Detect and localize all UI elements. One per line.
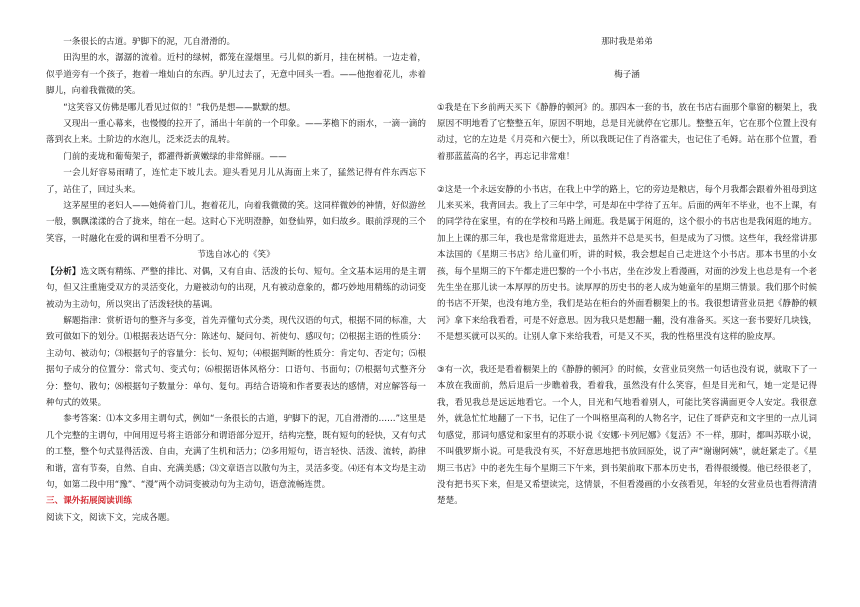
analysis-text: 选文既有精练、严整的排比、对偶，又有自由、活泼的长句、短句。全文基本运用的是主谓句，但又注重施受双方的灵活变化，力避被动句的出现，凡有被动意象的，都巧妙地用精练的动词变被动为主动句，所以突出了活泼轻快的基调。 — [46, 266, 426, 310]
article-paragraph: ③有一次，我还是看着橱架上的《静静的顿河》的时候，女营业员突然一句话也没有说，就取下了一本放在我面前，然后退后一步瞧着我，看着我，虽然没有什么笑容，但是目光和气，她一定是记得我，看见我总是远远地看它。一个人，目光和气地看着别人，可能比笑容满面更令人安定。我很意外，就急忙忙地翻了一下书，记住了一个叫格里高利的人物名字，记住了哥萨克和文字里的一点儿词句感觉，那词句感觉和家里有的苏联小说《安娜·卡列尼娜》《复活》不一样，那时，都叫苏联小说，不叫俄罗斯小说。可是我没有买，不好意思地把书放回原处，说了声“谢谢阿姨”，就赶紧走了。《星期三书店》中的老先生每个星期三下午来，到书架前取下那本历史书，看得很缓慢。他已经很老了，没有把书买下来，但是又希望读完，这情景，不但看漫画的小女孩看见，年轻的女营业员也看得清清楚楚。 — [437, 365, 817, 507]
passage-paragraph: 一条很长的古道。驴脚下的泥，兀自滑滑的。 — [63, 37, 236, 47]
left-column — [46, 34, 426, 526]
passage-paragraph: 又现出一重心幕来，也慢慢的拉开了，涌出十年前的一个印象。——茅檐下的雨水，一滴一滴的落到衣上来。土阶边的水泡儿，泛来泛去的乱转。 — [46, 119, 426, 146]
analysis-paragraph — [46, 264, 426, 313]
passage-source: 节选自冰心的《笑》 — [197, 250, 275, 261]
instruction-text: 阅读下文，阅读下文，完成各题。 — [46, 512, 175, 523]
article-title: 那时我是弟弟 — [601, 37, 653, 47]
passage-paragraph: “这笑容又仿佛是哪儿看见过似的！”我仍是想——默默的想。 — [63, 102, 296, 113]
section-heading: 三、课外拓展阅读训练 — [46, 496, 132, 507]
guide-paragraph: 解题指津：赏析语句的整齐与多变，首先弄懂句式分类，现代汉语的句式，根据不同的标准，大致可做如下的划分。⑴根据表达语气分：陈述句、疑问句、祈使句、感叹句；⑵根据主语的性质分：主动句、被动句；⑶根据句子的容量分：长句、短句；⑷根据判断的性质分：肯定句、否定句；⑸根据句子成分的位置分：常式句、变式句；⑹根据语体风格分：口语句、书面句；⑺根据句式整齐分分：整句、散句；⑻根据句子数量分：单句、复句。再结合语境和作者要表达的感情，对应解答每一种句式的效果。 — [46, 315, 426, 408]
passage-paragraph: 一会儿好容易雨晴了，连忙走下坡儿去。迎头看见月儿从海面上来了，猛然记得有件东西忘下了，站住了，回过头来。 — [46, 168, 426, 195]
analysis-tag: 【分析】 — [46, 266, 81, 277]
article-author: 梅子涵 — [614, 69, 640, 80]
passage-paragraph: 这茅屋里的老妇人——她倚着门儿，抱着花儿，向着我微微的笑。这同样微妙的神情，好似游丝一般，飘飘漾漾的合了拢来，绾在一起。这时心下光明澄静，如登仙界，如归故乡。眼前浮现的三个笑容，一时融化在爱的调和里看不分明了。 — [46, 201, 426, 244]
passage-paragraph: 门前的麦垅和葡萄架子，都濯得新黄嫩绿的非常鲜丽。—— — [63, 151, 287, 162]
answer-paragraph: 参考答案：⑴本文多用主谓句式，例如“一条很长的古道，驴脚下的泥，兀自滑滑的……”这里是几个完整的主谓句，中间用逗号将主语部分和谓语部分逗开，结构完整，既有短句的轻快，又有句式的工整，整个句式显得活泼、自由，充满了生机和活力；⑵多用短句，语言轻快、活泼、流转，韵律和谐，富有节奏，自然、自由、充满美感；⑶文章语言以散句为主，灵活多变。⑷还有本文均是主动句，如第二段中用“豫”、“漫”两个动词变被动句为主动句，语意流畅连贯。 — [46, 414, 426, 490]
article-paragraph: ②这是一个永远安静的小书店，在我上中学的路上，它的旁边是粮店，每个月我都会跟着外祖母到这儿来买米，我背回去。我上了三年中学，可是却在中学待了五年。后面的两年不毕业，也不上课，有的同学待在家里，有的在学校和马路上闹逛。我是属于闲逛的，这个很小的书店也是我闲逛的地方。加上上课的那三年，我也是常常逛进去，虽然并不总是买书，但是成为了习惯。这些年，我经常讲那本法国的《星期三书店》给儿童们听，讲的时候，我会想起自己走进这个小书店。那本书里的小女孩，每个星期三的下午都走进巴黎的一个小书店，坐在沙发上看漫画，对面的沙发上也总是有一个老先生坐在那儿读一本厚厚的历史书。读厚厚的历史书的老人成为她童年的星期三情景。我们那个时候的书店不开架，也没有地方坐，我们是站在柜台的外面看橱架上的书。我很想请营业员把《静静的顿河》拿下来给我看看，可是不好意思。因为我只是想翻一翻，没有准备买。买这一套书要好几块钱，不是想买就可以买的。让别人拿下来给我看，可是又不买，我的性格里没有这样的脸皮厚。 — [437, 184, 817, 343]
passage-paragraph: 田沟里的水，潺潺的流着。近村的绿树，都笼在湿烟里。弓儿似的新月，挂在树梢。一边走着，似乎道旁有一个孩子，抱着一堆灿白的东西。驴儿过去了，无意中回头一看。——他抱着花儿，赤着脚儿，向着我微微的笑。 — [46, 53, 426, 97]
article-paragraph: ①我是在下乡前两天买下《静静的顿河》的。那四本一套的书，放在书店右面那个靠窗的橱架上，我原因不明地看了它整整五年，原因不明地，总是目光就停在它那儿。整整五年，它在那个位置上没有动过，它的左边是《月亮和六便士》，所以我既记住了肖洛霍夫，也记住了毛姆。站在那个位置，看着那蓝蓝高的名字，再忘记非常难！ — [437, 102, 817, 162]
right-column — [437, 34, 817, 510]
